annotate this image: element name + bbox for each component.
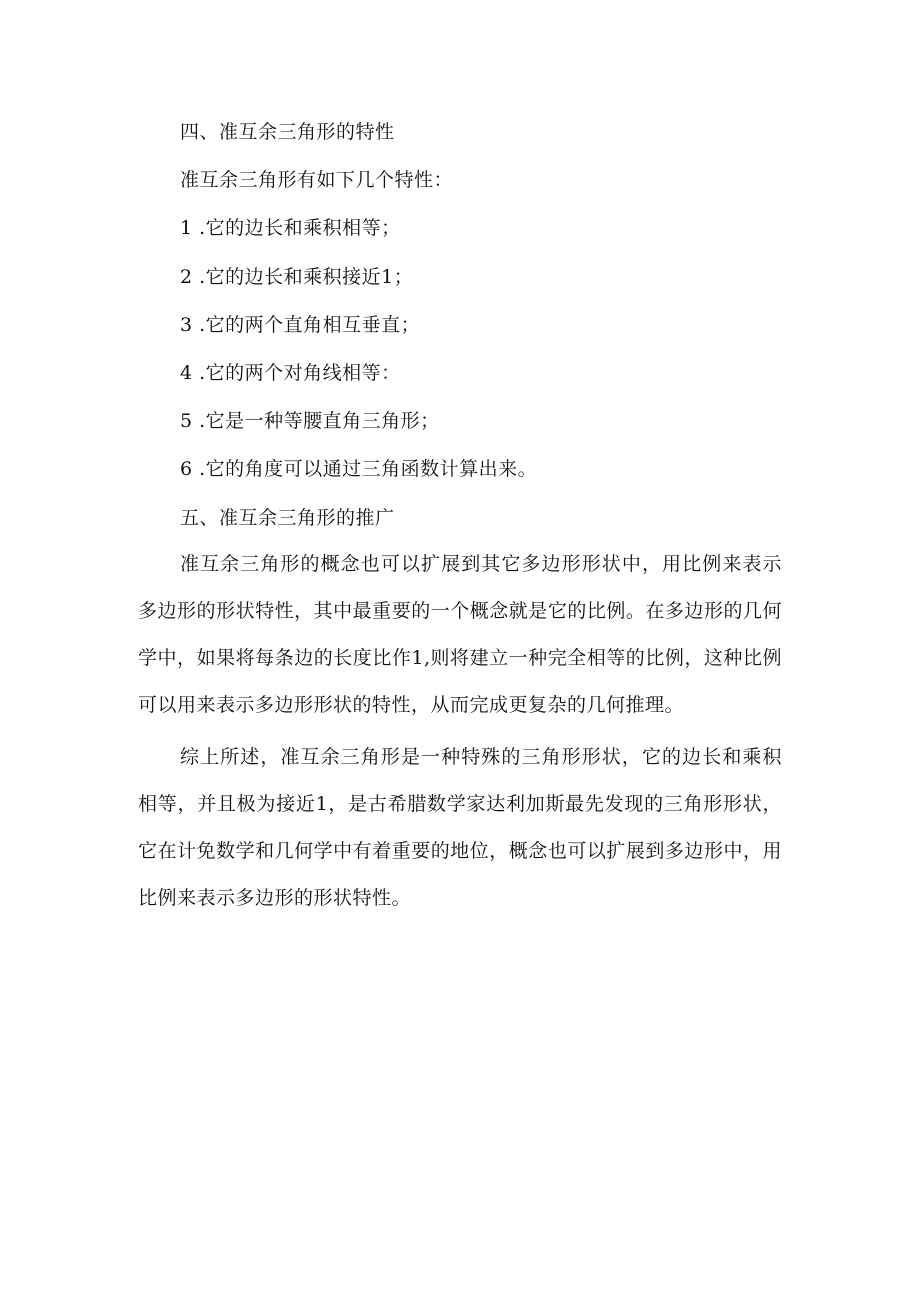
conclusion-paragraph: 综上所述，准互余三角形是一种特殊的三角形形状，它的边长和乘积相等，并且极为接近1，是古希腊数学家达利加斯最先发现的三角形形状，它在计免数学和几何学中有着重要的地位，概念也可以扩展到多边形中，用比例来表示多边形的形状特性。	[138, 746, 782, 909]
list-item: 1 .它的边长和乘积相等；	[180, 217, 401, 239]
list-item: 6 .它的角度可以通过三角函数计算出来。	[180, 458, 538, 480]
section-4-intro: 准互余三角形有如下几个特性：	[180, 169, 454, 191]
section-5-paragraph: 准互余三角形的概念也可以扩展到其它多边形形状中，用比例来表示多边形的形状特性，其中最重要的一个概念就是它的比例。在多边形的几何学中，如果将每条边的长度比作1,则将建立一种完全相等的比例，这种比例可以用来表示多边形形状的特性，从而完成更复杂的几何推理。	[138, 553, 782, 716]
section-5-heading: 五、准互余三角形的推广	[180, 507, 395, 529]
list-item: 4 .它的两个对角线相等：	[180, 362, 401, 384]
list-item: 2 .它的边长和乘积接近1；	[180, 266, 414, 288]
list-item: 5 .它是一种等腰直角三角形；	[180, 410, 440, 432]
list-item: 3 .它的两个直角相互垂直；	[180, 314, 421, 336]
section-4-heading: 四、准互余三角形的特性	[180, 121, 395, 143]
